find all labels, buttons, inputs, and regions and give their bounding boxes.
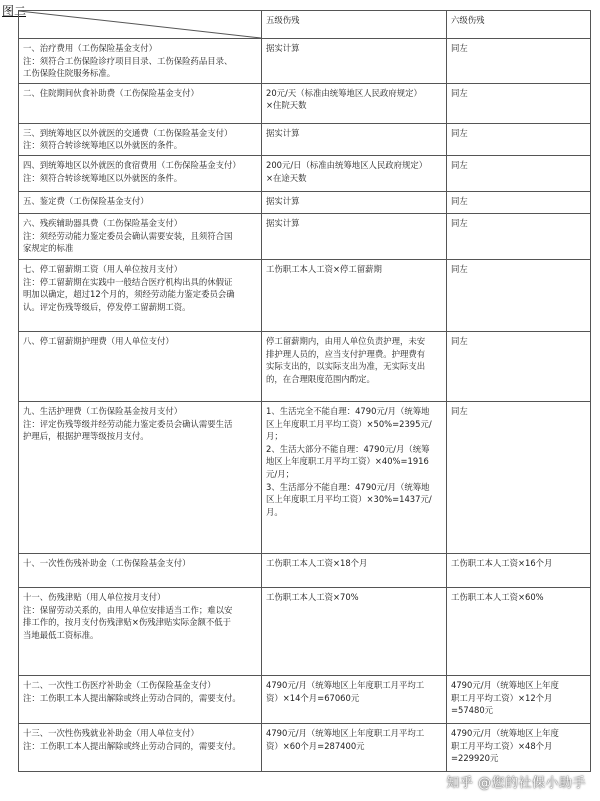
cell-text-line: 护理后，根据护理等级按月支付。 [23,431,149,442]
cell-text-line: 职工月平均工资）×48个月 [451,740,553,751]
cell-text-line: 资）×60个月=287400元 [266,740,365,751]
benefit-item-cell [19,191,262,213]
cell-text-line: 同左 [451,43,468,53]
cell-text-line: 注：工伤职工本人提出解除或终止劳动合同的，需要支付。 [23,692,241,703]
cell-text-line: 注：停工留薪期在实践中一般结合医疗机构出具的休假证 [23,276,233,287]
level6-cell [447,39,591,84]
cell-text-line: 同左 [451,195,468,206]
cell-text-line: 据实计算 [266,127,300,138]
level5-cell [262,213,447,259]
level5-cell [262,83,447,123]
benefit-item-cell [19,39,262,84]
cell-text-line: 四、到统筹地区以外就医的食宿费用（工伤保险基金支付） [23,159,241,170]
cell-text-line: 注：工伤职工本人提出解除或终止劳动合同的，需要支付。 [23,740,241,751]
level6-cell [447,191,591,213]
level6-cell [447,723,591,771]
cell-text-line: =57480元 [451,705,494,716]
benefits-table [18,10,591,772]
benefit-item-cell [19,83,262,123]
cell-text-line: 一、治疗费用（工伤保险基金支付） [23,43,157,53]
cell-text-line: 同左 [451,217,468,228]
cell-text-line: 九、生活护理费（工伤保险基金按月支付） [23,405,183,416]
cell-text-line: 注：须符合转诊统筹地区以外就医的条件。 [23,140,183,151]
cell-text-line: ×住院天数 [266,100,307,111]
cell-text-line: 据实计算 [266,217,300,228]
table-row [19,123,591,155]
cell-text-line: 职工月平均工资）×12个月 [451,692,553,703]
cell-text-line: 同左 [451,263,468,274]
cell-text-line: 工伤职工本人工资×18个月 [266,557,368,568]
table-row [19,39,591,84]
cell-text-line: 八、停工留薪期护理费（用人单位支付） [23,335,174,346]
benefit-item-cell [19,587,262,675]
cell-text-line: 七、停工留薪期工资（用人单位按月支付） [23,263,183,274]
level6-cell [447,331,591,401]
cell-text-line: 注：须符合工伤保险诊疗项目目录、工伤保险药品目录、 [23,55,233,66]
cell-text-line: 据实计算 [266,195,300,206]
level5-cell [262,191,447,213]
table-row [19,259,591,331]
level6-cell [447,675,591,723]
level5-cell [262,259,447,331]
level6-cell [447,401,591,553]
table-row [19,191,591,213]
cell-text-line: 排护理人员的，应当支付护理费。护理费有 [266,348,426,359]
benefit-item-cell [19,213,262,259]
benefit-item-cell [19,155,262,191]
level5-cell [262,155,447,191]
level5-cell [262,723,447,771]
level6-cell [447,553,591,587]
cell-text-line: 工伤职工本人工资×60% [451,591,544,602]
cell-text-line: 元/月； [266,468,294,479]
level6-cell [447,155,591,191]
level6-cell [447,213,591,259]
cell-text-line: 五、鉴定费（工伤保险基金支付） [23,195,149,206]
cell-text-line: 注：须符合转诊统筹地区以外就医的条件。 [23,172,183,183]
cell-text-line: 六、残疾辅助器具费（工伤保险基金支付） [23,217,183,228]
cell-text-line: 排工作的，按月支付伤残津贴×伤残津贴实际金额不低于 [23,617,232,628]
cell-text-line: 当地最低工资标准。 [23,629,99,640]
cell-text-line: 同左 [451,335,468,346]
cell-text-line: 3、生活部分不能自理：4790元/月（统筹地 [266,481,430,492]
cell-text-line: 月； [266,431,283,442]
cell-text-line: 实际支出的，以实际支出为准，无实际支出 [266,361,426,372]
cell-text-line: 2、生活大部分不能自理：4790元/月（统筹 [266,443,430,454]
cell-text-line: 明加以确定，超过12个月的，须经劳动能力鉴定委员会确 [23,289,235,300]
diagonal-line [19,11,261,38]
diagonal-header-cell [19,11,262,39]
level5-cell [262,553,447,587]
table-row [19,587,591,675]
cell-text-line: 工伤职工本人工资×16个月 [451,557,553,568]
level5-cell [262,587,447,675]
benefit-item-cell [19,401,262,553]
cell-text-line: 据实计算 [266,43,300,53]
cell-text-line: 4790元/月（统筹地区上年度职工月平均工 [266,727,425,738]
cell-text-line: 三、到统筹地区以外就医的交通费（工伤保险基金支付） [23,127,233,138]
cell-text-line: 同左 [451,127,468,138]
level5-cell [262,401,447,553]
level5-cell [262,39,447,84]
cell-text-line: 注：保留劳动关系的，由用人单位安排适当工作；难以安 [23,604,233,615]
cell-text-line: 同左 [451,87,468,98]
cell-text-line: 工伤职工本人工资×停工留薪期 [266,263,382,274]
cell-text-line: 的，在合理限度范围内酌定。 [266,373,375,384]
cell-text-line: 4790元/月（统筹地区上年度职工月平均工 [266,679,425,690]
watermark: 知乎 @您的社保小助手 [446,776,586,791]
figure-label: 图二 [2,4,27,18]
table-row [19,553,591,587]
cell-text-line: 停工留薪期内，由用人单位负责护理，未安 [266,335,426,346]
table-row [19,331,591,401]
level5-cell [262,123,447,155]
cell-text-line: 工伤保险住院服务标准。 [23,68,116,79]
table-row [19,83,591,123]
cell-text-line: 地区上年度职工月平均工资）×40%=1916 [266,456,429,467]
cell-text-line: 月。 [266,506,283,517]
cell-text-line: 区上年度职工月平均工资）×50%=2395元/ [266,418,432,429]
level6-cell [447,123,591,155]
cell-text-line: 1、生活完全不能自理：4790元/月（统筹地 [266,405,430,416]
table-row [19,155,591,191]
level5-cell [262,331,447,401]
cell-text-line: ×在途天数 [266,172,307,183]
cell-text-line: 二、住院期间伙食补助费（工伤保险基金支付） [23,87,199,98]
cell-text-line: 区上年度职工月平均工资）×30%=1437元/ [266,494,432,505]
cell-text-line: 资）×14个月=67060元 [266,692,360,703]
level6-cell [447,587,591,675]
table-row [19,723,591,771]
cell-text-line: 同左 [451,405,468,416]
header-level6: 六级伤残 [447,11,591,39]
cell-text-line: 家规定的标准 [23,243,74,254]
cell-text-line: 十、一次性伤残补助金（工伤保险基金支付） [23,557,191,568]
benefit-item-cell [19,123,262,155]
cell-text-line: 认。评定伤残等级后，停发停工留薪期工资。 [23,301,191,312]
cell-text-line: 十三、一次性伤残就业补助金（用人单位支付） [23,727,199,738]
benefit-item-cell [19,553,262,587]
cell-text-line: 4790元/月（统筹地区上年度 [451,727,559,738]
benefit-item-cell [19,675,262,723]
cell-text-line: =229920元 [451,753,499,764]
cell-text-line: 十二、一次性工伤医疗补助金（工伤保险基金支付） [23,679,216,690]
table-header-row [19,11,591,39]
level6-cell [447,259,591,331]
table-row [19,401,591,553]
cell-text-line: 十一、伤残津贴（用人单位按月支付） [23,591,166,602]
table-row [19,675,591,723]
benefit-item-cell [19,259,262,331]
level6-cell [447,83,591,123]
cell-text-line: 4790元/月（统筹地区上年度 [451,679,559,690]
cell-text-line: 注：评定伤残等级并经劳动能力鉴定委员会确认需要生活 [23,418,233,429]
table-row [19,213,591,259]
benefit-item-cell [19,723,262,771]
level5-cell [262,675,447,723]
cell-text-line: 同左 [451,159,468,170]
cell-text-line: 20元/天（标准由统筹地区人民政府规定） [266,87,422,98]
header-level5: 五级伤残 [262,11,447,39]
cell-text-line: 注：须经劳动能力鉴定委员会确认需要安装，且须符合国 [23,230,233,241]
cell-text-line: 工伤职工本人工资×70% [266,591,359,602]
benefit-item-cell [19,331,262,401]
cell-text-line: 200元/日（标准由统筹地区人民政府规定） [266,159,428,170]
